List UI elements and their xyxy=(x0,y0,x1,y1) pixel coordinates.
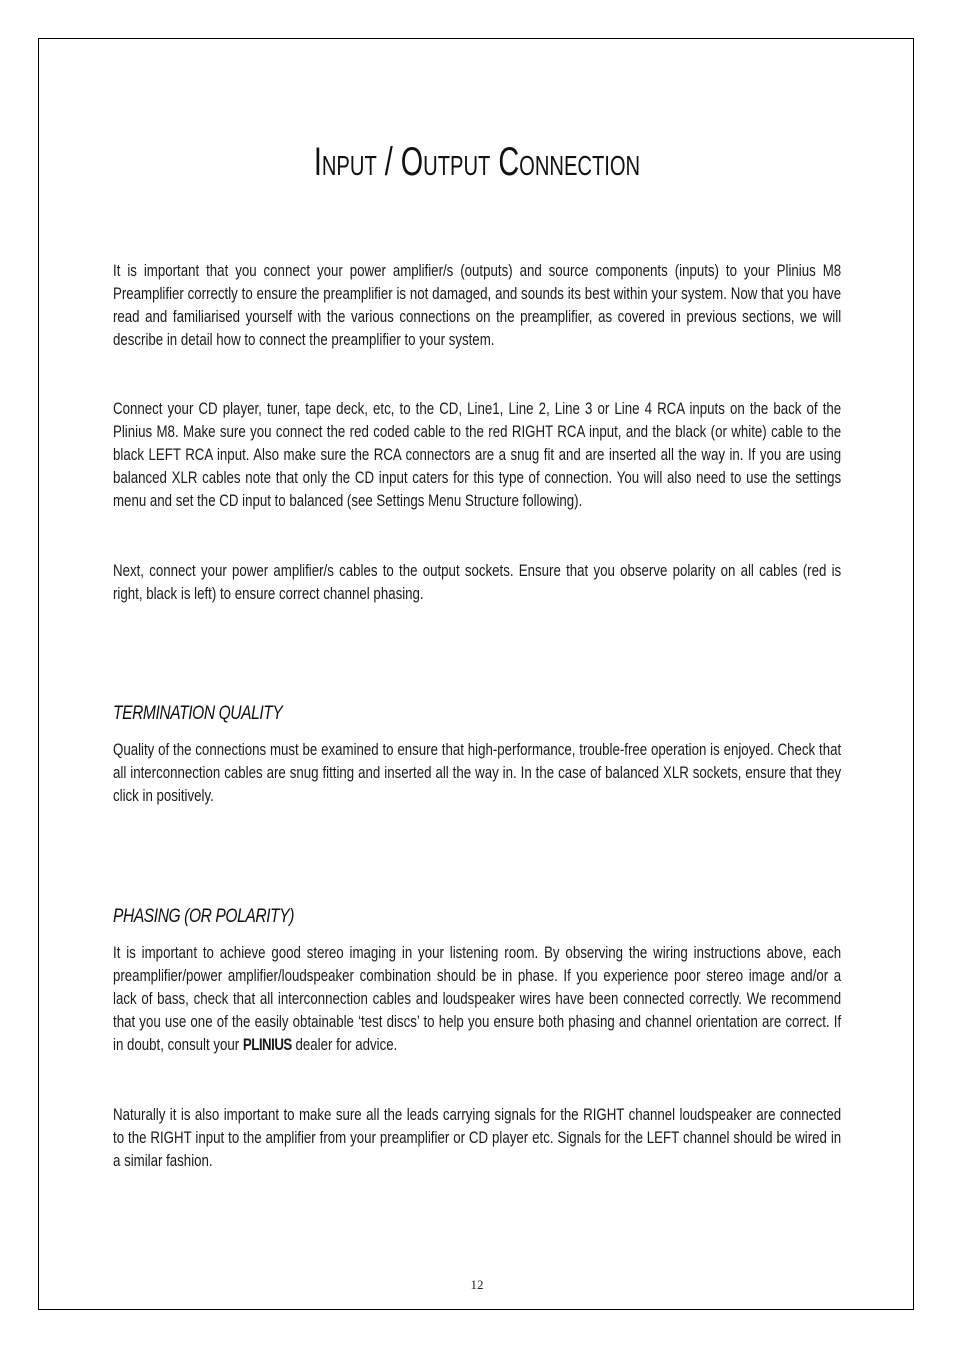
termination-paragraph xyxy=(113,739,841,808)
termination-paragraph-text: Quality of the connections must be examined to ensure that high-performance, trouble-free operation is enjoyed. Check that all interconnection cables are snug fitting and inserted all the way in. In the case of balanced XLR sockets, ensure that they click in positively. xyxy=(113,741,842,805)
intro-paragraph-3-text: Next, connect your power amplifier/s cables to the output sockets. Ensure that you observe polarity on all cables (red is right, black is left) to ensure correct channel phasing. xyxy=(113,562,842,603)
intro-paragraph-2-text: Connect your CD player, tuner, tape deck, etc, to the CD, Line1, Line 2, Line 3 or Line 4 RCA inputs on the back of the Plinius M8. Make sure you connect the red coded cable to the red RIGHT RCA input, and the black (or white) cable to the black LEFT RCA input. Also make sure the RCA connectors are a snug fit and are inserted all the way in. If you are using balanced XLR cables note that only the CD input caters for this type of connection. You will also need to use the settings menu and set the CD input to balanced (see Settings Menu Structure following). xyxy=(113,400,842,510)
intro-paragraph-1 xyxy=(113,260,841,352)
intro-paragraph-3 xyxy=(113,560,841,606)
phasing-paragraph-2-text: Naturally it is also important to make sure all the leads carrying signals for the RIGHT channel loudspeaker are connected to the RIGHT input to the amplifier from your preamplifier or CD player etc. Signals for the LEFT channel should be wired in a similar fashion. xyxy=(113,1106,842,1170)
phasing-heading: PHASING (OR POLARITY) xyxy=(113,906,294,927)
termination-heading: TERMINATION QUALITY xyxy=(113,703,283,724)
brand-name: PLINIUS xyxy=(242,1036,292,1054)
phasing-paragraph-1-text xyxy=(113,942,841,1057)
page-number: 12 xyxy=(470,1277,484,1292)
page-title: Input / Output Connection xyxy=(313,140,641,184)
intro-paragraph-2 xyxy=(113,398,841,513)
intro-paragraph-1-text: It is important that you connect your power amplifier/s (outputs) and source components (inputs) to your Plinius M8 Preamplifier correctly to ensure the preamplifier is not damaged, and sounds its best within your system. Now that you have read and familiarised yourself with the various connections on the preamplifier, as covered in previous sections, we will describe in detail how to connect the preamplifier to your system. xyxy=(113,262,842,349)
phasing-paragraph-1 xyxy=(113,942,841,1057)
phasing-paragraph-2 xyxy=(113,1104,841,1173)
phasing-text-after-brand: dealer for advice. xyxy=(291,1036,398,1054)
phasing-text-before-brand: It is important to achieve good stereo imaging in your listening room. By observing the wiring instructions above, each preamplifier/power amplifier/loudspeaker combination should be in phase. If you experience poor stereo image and/or a lack of bass, check that all interconnection cables and loudspeaker wires have been connected correctly. We recommend that you use one of the easily obtainable ‘test discs’ to help you ensure both phasing and channel orientation are correct. If in doubt, consult your xyxy=(113,944,842,1054)
